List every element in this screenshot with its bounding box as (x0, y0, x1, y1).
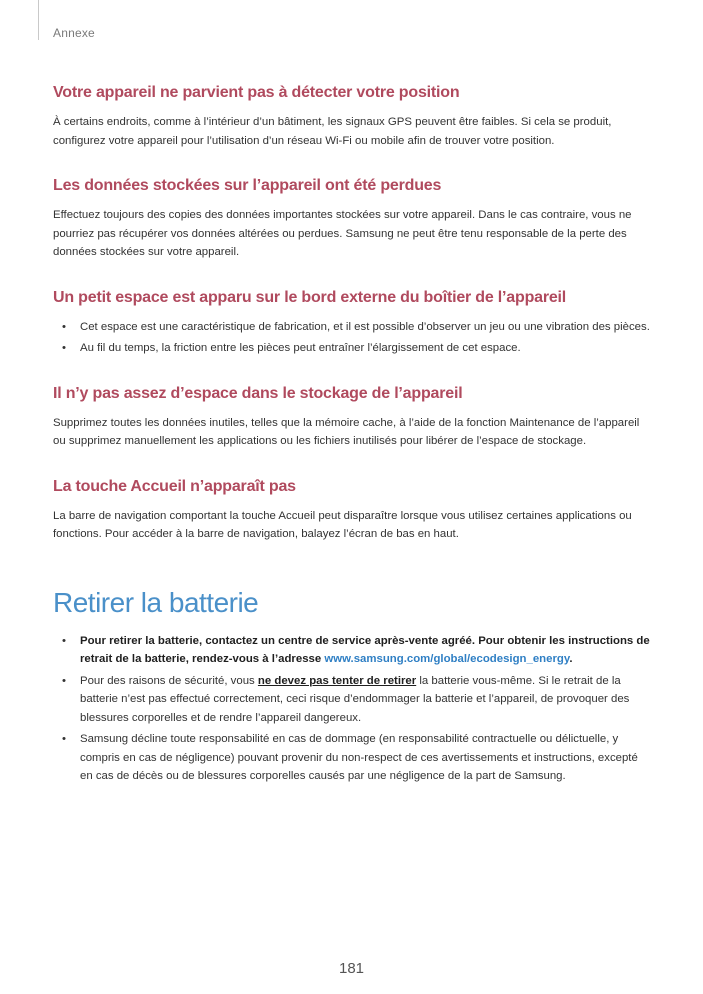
bullet-text-end: . (569, 653, 573, 665)
bullet-item (53, 632, 653, 669)
section-storage (53, 383, 653, 451)
bullet-dot: • (62, 674, 66, 687)
bullet-item (53, 318, 653, 337)
bullet-text-bold: Pour retirer la batterie, contactez un centre de service après-vente agréé. Pour obtenir les instructions de retrait de la batterie, rendez-vous à l’adresse (80, 634, 650, 665)
bullet-text: Cet espace est une caractéristique de fabrication, et il est possible d’observer un jeu ou une vibration des pièces. (80, 320, 650, 333)
ecodesign-link[interactable]: www.samsung.com/global/ecodesign_energy (324, 653, 570, 665)
section-body: La barre de navigation comportant la touche Accueil peut disparaître lorsque vous utilisez certaines applications ou fonctions. Pour accéder à la barre de navigation, balayez l’écran de bas en haut. (53, 509, 632, 540)
bullet-dot: • (62, 320, 66, 333)
bullet-item (53, 339, 653, 358)
bullet-emphasis: ne devez pas tenter de retirer (257, 674, 417, 687)
bullet-dot: • (62, 342, 66, 354)
section-body: À certains endroits, comme à l’intérieur d’un bâtiment, les signaux GPS peuvent être faibles. Si cela se produit, configurez votre appareil pour l’utilisation d’un réseau Wi-Fi ou mobile afin de trouver votre position. (53, 116, 612, 147)
bullet-item (53, 672, 653, 728)
section-title: Les données stockées sur l’appareil ont été perdues (53, 177, 442, 194)
bullet-item (53, 730, 653, 786)
section-body: Effectuez toujours des copies des données importantes stockées sur votre appareil. Dans le cas contraire, vous ne pourriez pas récupérer vos données altérées ou perdues. Samsung ne peut être tenu responsable de la perte des données stockées sur votre appareil. (53, 209, 632, 258)
bullet-dot: • (62, 634, 66, 647)
section-title: Votre appareil ne parvient pas à détecter votre position (53, 84, 460, 101)
bullet-text: Samsung décline toute responsabilité en cas de dommage (en responsabilité contractuelle ou délictuelle, y compris en cas de négligence) pouvant provenir du non-respect de ces avertissements et instructions, excepté en cas de décès ou de blessures corporelles causés par une négligence de la part de Samsung. (80, 733, 638, 782)
section-title: La touche Accueil n’apparaît pas (53, 477, 296, 495)
section-title: Il n’y pas assez d’espace dans le stockage de l’appareil (53, 384, 463, 402)
section-title: Un petit espace est apparu sur le bord externe du boîtier de l’appareil (53, 288, 567, 306)
running-header: Annexe (53, 26, 95, 40)
section-data-lost (53, 175, 653, 262)
section-body: Supprimez toutes les données inutiles, telles que la mémoire cache, à l’aide de la fonction Maintenance de l’appareil ou supprimez manuellement les applications ou les fichiers inutilisés pour libérer de l’espace de stockage. (53, 416, 640, 447)
section-gap (53, 287, 653, 358)
section-home-key (53, 476, 653, 544)
bullet-text: Au fil du temps, la friction entre les pièces peut entraîner l’élargissement de cet espace. (80, 342, 521, 354)
page-content (53, 82, 653, 789)
margin-rule (38, 0, 39, 40)
battery-bullet-list (53, 632, 653, 786)
bullet-text: Pour des raisons de sécurité, vous (80, 674, 258, 687)
page-number: 181 (338, 960, 365, 977)
bullet-dot: • (62, 733, 66, 745)
bullet-list (53, 318, 653, 358)
section-gps (53, 82, 653, 150)
bullet-text: la batterie vous-même. Si le retrait de la batterie n’est pas effectué correctement, ceci risque d’endommager la batterie et l’appareil, de provoquer des blessures corporelles et de rendre l’appareil dangereux. (80, 674, 630, 724)
chapter-title: Retirer la batterie (53, 586, 259, 618)
